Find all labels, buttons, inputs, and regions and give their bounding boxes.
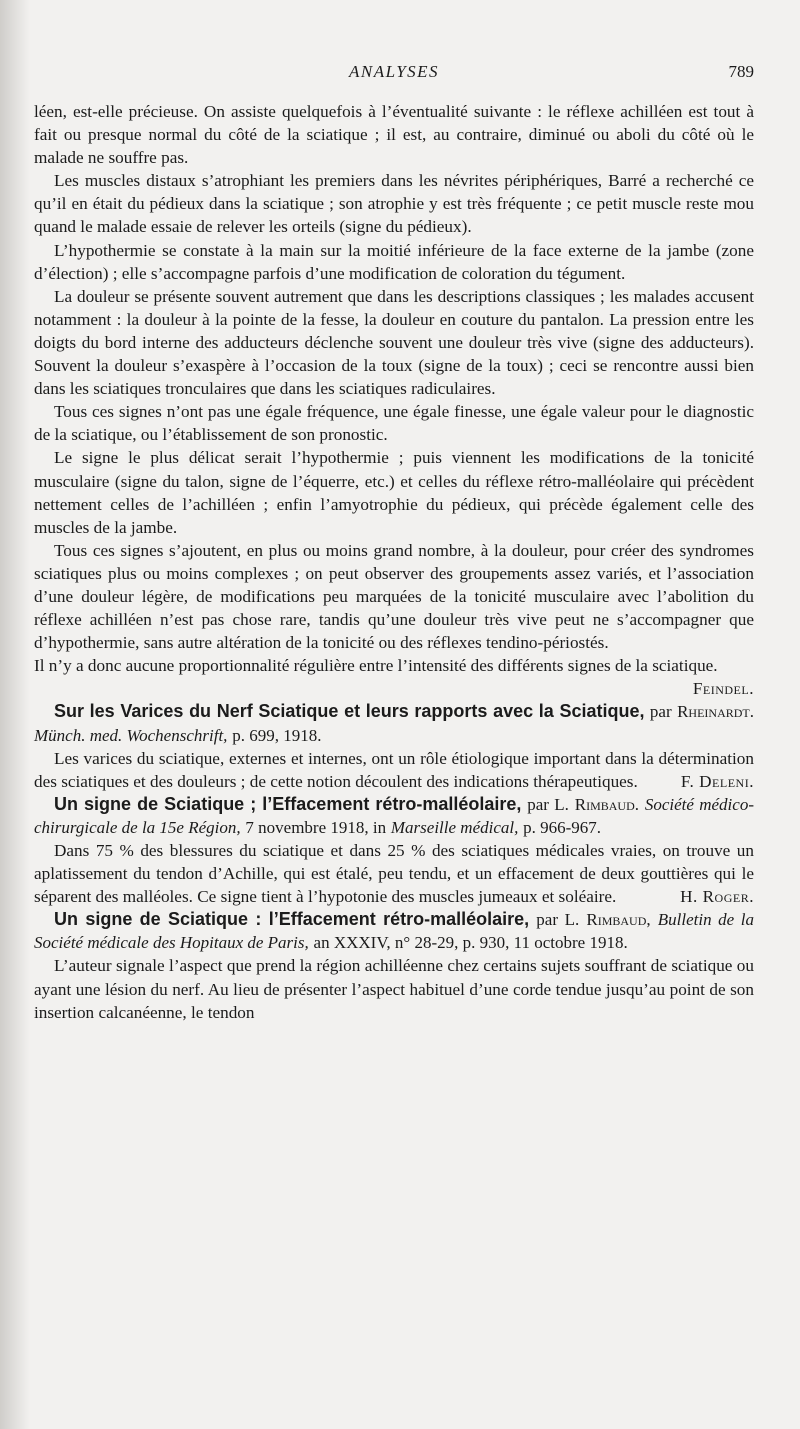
paragraph: Tous ces signes s’ajoutent, en plus ou moins grand nombre, à la douleur, pour créer des syndromes sciatiques plus ou moins complexes ; on peut observer des groupements assez variés, et l’association d’une douleur légère, de modifications peu marquées de la tonicité musculaire avec l’abolition du réflexe achilléen n’est pas chose rare, tandis qu’une douleur très vive peut ne s’accompagner que d’hypothermie, sans autre altération de la tonicité ou des réflexes tendino-périostés. [34, 540, 754, 653]
paragraph: Le signe le plus délicat serait l’hypothermie ; puis viennent les modifications de la tonicité musculaire (signe du talon, signe de l’équerre, etc.) et celles du réflexe rétro-malléolaire qui précèdent nettement celles de l’achilléen ; enfin l’amyotrophie du pédieux, qui précède également celle des muscles de la jambe. [34, 448, 754, 537]
entry-heading [34, 700, 754, 746]
entry-citation: an XXXIV, n° 28-29, p. 930, 11 octobre 1918. [313, 933, 628, 953]
abstract-entry [34, 908, 754, 1023]
entry-body-text: Dans 75 % des blessures du sciatique et dans 25 % des sciatiques médicales vraies, on trouve un aplatissement du tendon d’Achille, qui est étalé, peu tendu, et un effacement de deux gouttières qui le séparent des malléoles. Ce signe tient à l’hypotonie des muscles jumeaux et soléaire. [34, 841, 754, 907]
page-gutter-shadow [0, 0, 30, 1429]
abstract-entry [34, 700, 754, 792]
entry-source: Bulletin de la Société médicale des Hopitaux de Paris, [34, 910, 755, 953]
entry-citation: 7 novembre 1918, in [245, 817, 387, 837]
signature: Feindel. [692, 679, 754, 699]
paragraph-text: Il n’y a donc aucune proportionnalité régulière entre l’intensité des différents signes de la sciatique. [34, 656, 718, 676]
entry-title: Sur les Varices du Nerf Sciatique et leurs rapports avec la Sciatique, [54, 701, 645, 722]
entry-title: Un signe de Sciatique : l’Effacement rétro-malléolaire, [54, 909, 530, 930]
entry-source: Münch. med. Wochenschrift, [34, 725, 228, 745]
paragraph: Tous ces signes n’ont pas une égale fréquence, une égale finesse, une égale valeur pour le diagnostic de la sciatique, ou l’établissement de son pronostic. [34, 402, 754, 445]
entry-title: Un signe de Sciatique ; l’Effacement rétro-malléolaire, [54, 793, 522, 814]
article-body [34, 100, 754, 1024]
entry-author: Rimbaud. [574, 794, 640, 814]
entry-body [34, 747, 754, 793]
paragraph [34, 654, 754, 699]
entry-author: Rimbaud, [586, 910, 651, 930]
signature: F. Deleni. [680, 771, 754, 791]
abstract-entry [34, 793, 754, 908]
entry-par: par L. [536, 910, 580, 930]
paragraph: L’hypothermie se constate à la main sur la moitié inférieure de la face externe de la jambe (zone d’élection) ; elle s’accompagne parfois d’une modification de coloration du tégument. [34, 240, 754, 283]
signature: H. Roger. [680, 887, 754, 907]
paragraph: Les muscles distaux s’atrophiant les premiers dans les névrites périphériques, Barré a recherché ce qu’il en était du pédieux dans la sciatique ; son atrophie y est très fréquente ; ce petit muscle reste mou quand le malade essaie de relever les orteils (signe du pédieux). [34, 171, 754, 237]
entry-source: Société médico-chirurgicale de la 15e Région, [34, 794, 754, 837]
entry-body-text: Les varices du sciatique, externes et internes, ont un rôle étiologique important dans la détermination des sciatiques et des douleurs ; de cette notion découlent des indications thérapeutiques. [34, 748, 754, 791]
running-title: ANALYSES [348, 62, 440, 81]
entry-body [34, 839, 754, 908]
entry-author: Rheinardt. [677, 702, 754, 722]
entry-body: L’auteur signale l’aspect que prend la région achilléenne chez certains sujets souffrant de sciatique ou ayant une lésion du nerf. Au lieu de présenter l’aspect habituel d’une corde tendue jusqu’au point de son insertion calcanéenne, le tendon [34, 956, 754, 1022]
entry-par: par L. [527, 794, 569, 814]
paragraph: léen, est-elle précieuse. On assiste quelquefois à l’éventualité suivante : le réflexe achilléen est tout à fait ou presque normal du côté de la sciatique ; il est, au contraire, diminué ou aboli du côté où le malade ne souffre pas. [34, 102, 754, 168]
entry-citation: p. 699, 1918. [232, 725, 322, 745]
page-number: 789 [728, 62, 754, 81]
entry-citation-2: p. 966-967. [523, 817, 602, 837]
page-header [34, 60, 754, 86]
paragraph: La douleur se présente souvent autrement que dans les descriptions classiques ; les malades accusent notamment : la douleur à la pointe de la fesse, la douleur en couture du pantalon. La pression entre les doigts du bord interne des adducteurs déclenche souvent une douleur très vive (signe des adducteurs). Souvent la douleur s’exaspère à l’occasion de la toux (signe de la toux) ; ceci se rencontre aussi bien dans les sciatiques tronculaires que dans les sciatiques radiculaires. [34, 286, 754, 399]
entry-heading [34, 908, 754, 954]
entry-par: par [649, 702, 672, 722]
entry-heading [34, 793, 754, 839]
entry-source-2: Marseille médical, [390, 817, 519, 837]
